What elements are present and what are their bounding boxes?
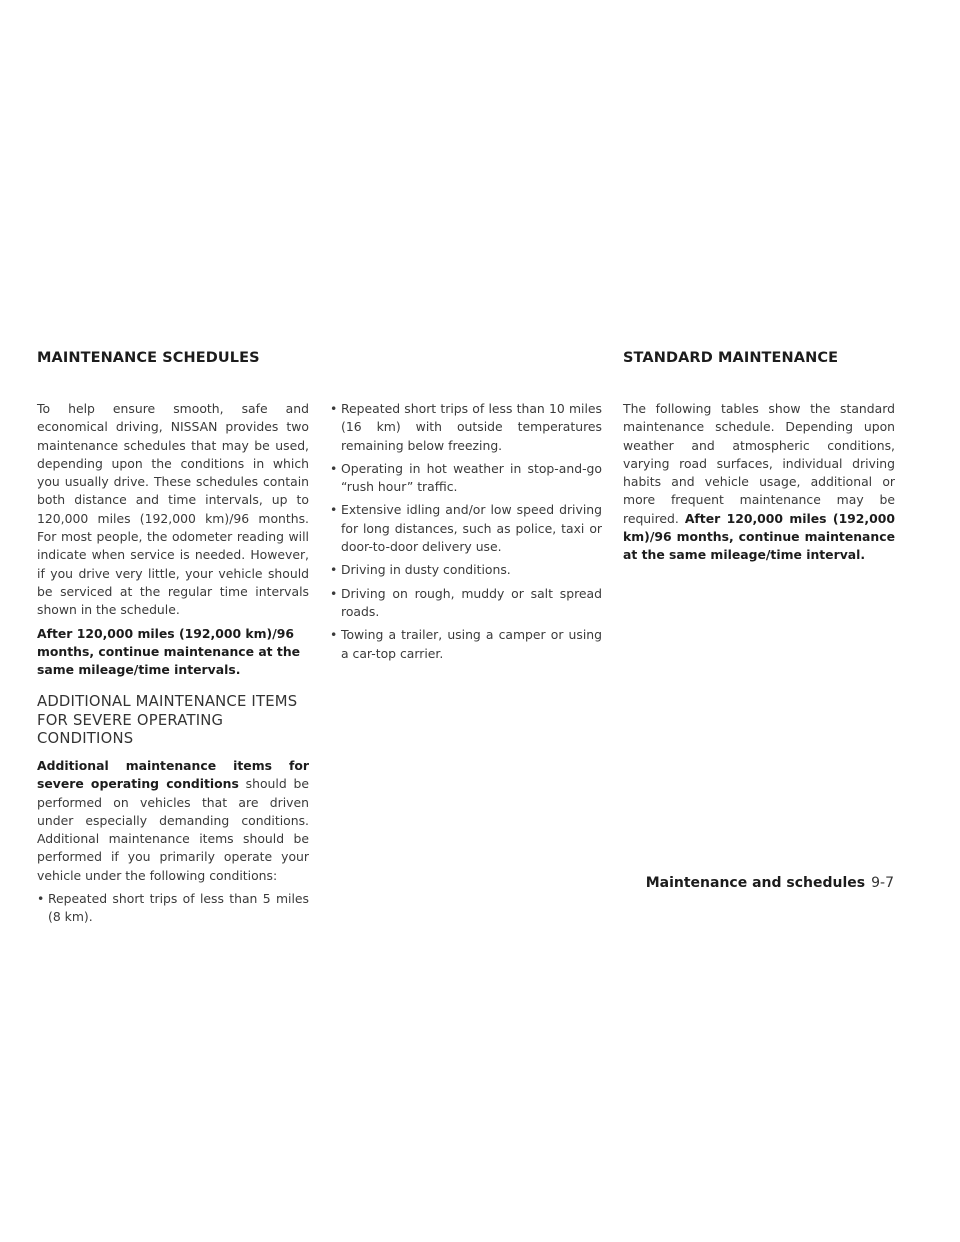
list-item [330,626,602,663]
list-item-text: Repeated short trips of less than 10 miles (16 km) with outside temperatures remaining below freezing. [341,401,602,453]
list-item [330,585,602,622]
standard-maintenance-text: The following tables show the standard maintenance schedule. Depending upon weather and atmospheric conditions, varying road surfaces, individual driving habits and vehicle usage, additional or more frequent maintenance may be required. [623,401,895,526]
bullet-icon: • [330,585,338,601]
bullet-icon: • [330,627,338,643]
severe-conditions-list [37,890,309,927]
column-right [623,400,895,570]
list-item-text: Extensive idling and/or low speed driving for long distances, such as police, taxi or door-to-door delivery use. [341,502,602,555]
bullet-icon: • [330,502,338,518]
interval-note: After 120,000 miles (192,000 km)/96 months, continue maintenance at the same mileage/time intervals. [37,625,301,678]
list-item [330,460,602,497]
list-item-text: Repeated short trips of less than 5 miles (8 km). [48,891,309,925]
subheading-severe-conditions: ADDITIONAL MAINTENANCE ITEMS FOR SEVERE OPERATING CONDITIONS [37,693,298,748]
section-heading-standard-maintenance: STANDARD MAINTENANCE [623,350,839,366]
list-item [330,400,602,455]
standard-maintenance-bold: After 120,000 miles (192,000 km)/96 months, continue maintenance at the same mileage/time interval. [623,510,895,563]
column-left [37,400,309,932]
list-item-text: Towing a trailer, using a camper or using a car-top carrier. [341,627,602,661]
list-item [330,501,602,556]
footer-chapter-title: Maintenance and schedules [645,875,866,891]
bullet-icon: • [330,562,338,578]
severe-paragraph-bold: Additional maintenance items for severe operating conditions [37,757,309,792]
severe-paragraph [37,757,309,885]
list-item [37,890,309,927]
column-middle [330,400,602,668]
section-heading-maintenance-schedules: MAINTENANCE SCHEDULES [37,350,260,366]
bullet-icon: • [330,401,338,416]
list-item [330,561,602,579]
page-number: 9-7 [871,875,894,891]
list-item-text: Operating in hot weather in stop-and-go “rush hour” traffic. [341,460,602,495]
list-item-text: Driving in dusty conditions. [341,562,511,578]
severe-paragraph-text: should be performed on vehicles that are driven under especially demanding conditions. Additional maintenance items should be performed if you primarily operate your vehicle under the following conditions: [37,776,309,883]
severe-conditions-list-continued [330,400,602,663]
bullet-icon: • [37,891,45,907]
bullet-icon: • [330,460,338,476]
standard-maintenance-paragraph [623,400,895,565]
list-item-text: Driving on rough, muddy or salt spread roads. [341,585,602,619]
intro-paragraph: To help ensure smooth, safe and economical driving, NISSAN provides two maintenance schedules that may be used, depending upon the conditions in which you usually drive. These schedules contain both distance and time intervals, up to 120,000 miles (192,000 km)/96 months. For most people, the odometer reading will indicate when service is needed. However, if you drive very little, your vehicle should be serviced at the regular time intervals shown in the schedule. [37,401,309,618]
page-footer [646,875,894,891]
